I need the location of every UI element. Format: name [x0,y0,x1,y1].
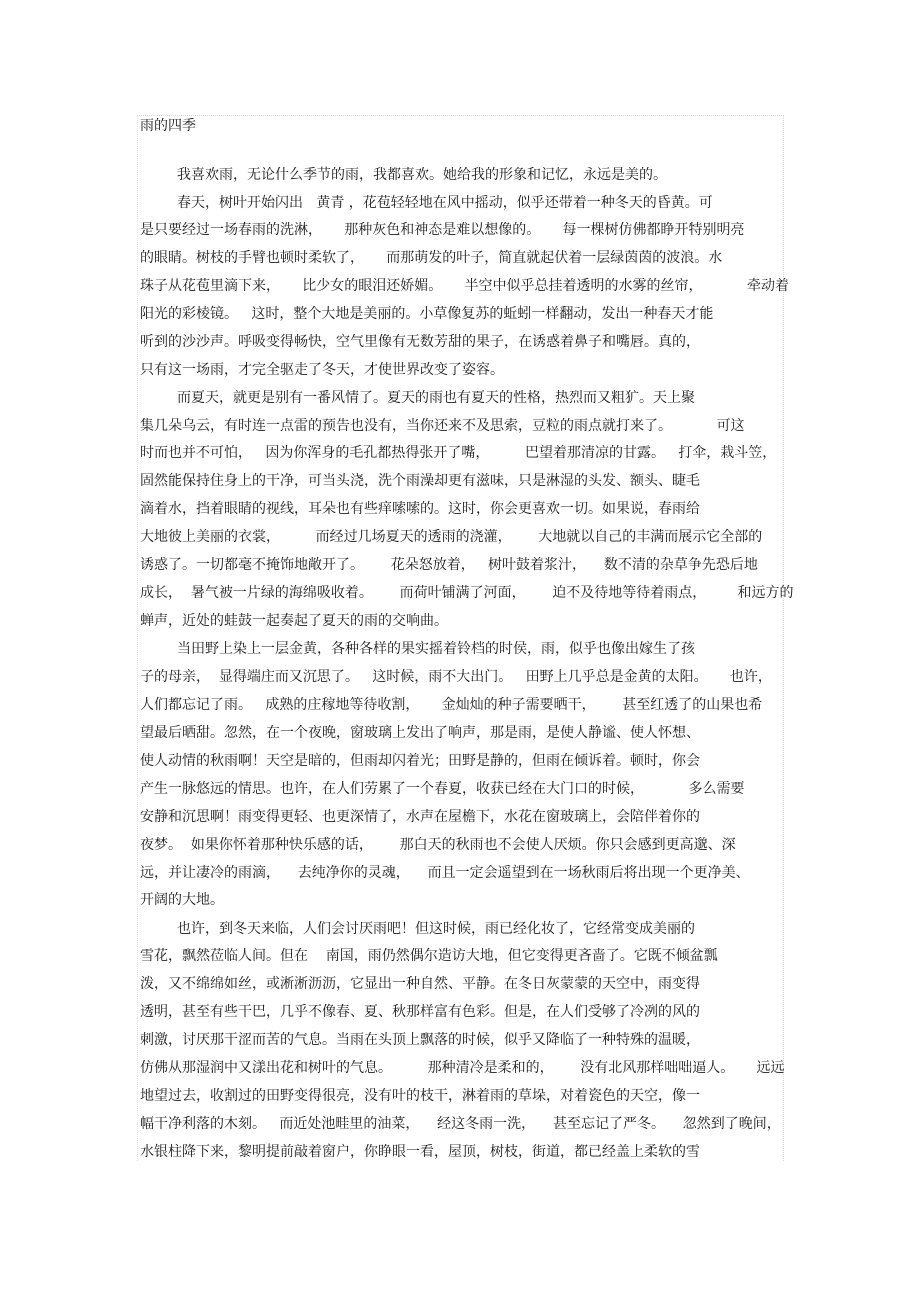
text-line: 春天，树叶开始闪出 黄青 ，花苞轻轻地在风中摇动，似乎还带着一种冬天的昏黄。可 [177,195,713,211]
text-line: 水银柱降下来，黎明提前敲着窗户，你睁眼一看，屋顶，树枝，街道，都已经盖上柔软的雪 [140,1144,700,1160]
text-line: 安静和沉思啊！雨变得更轻、也更深情了，水声在屋檐下，水花在窗玻璃上，会陪伴着你的 [140,809,700,825]
text-line: 当田野上染上一层金黄，各种各样的果实摇着铃档的时侯，雨，似乎也像出嫁生了孩 [177,641,695,657]
text-line: 集几朵乌云，有时连一点雷的预告也没有，当你还来不及思索，豆粒的雨点就打来了。 可这 [140,418,745,434]
text-line: 地望过去，收割过的田野变得很亮，没有叶的枝干，淋着雨的草垛，对着瓷色的天空，像一 [140,1088,700,1104]
text-line: 大地彼上美丽的衣裳， 而经过几场夏天的透雨的浇灌， 大地就以自己的丰满而展示它全部的 [140,529,763,545]
text-line: 产生一脉悠远的情思。也许，在人们劳累了一个春夏，收获已经在大门口的时候， 多么需要 [140,781,745,797]
text-line: 泼，又不绵绵如丝，或淅淅沥沥，它显出一种自然、平静。在冬日灰蒙蒙的天空中，雨变得 [140,976,700,992]
text-line: 蝉声，近处的蛙鼓一起奏起了夏天的雨的交响曲。 [140,613,448,629]
text-line: 幅干净利落的木刻。 而近处池畦里的油菜， 经这冬雨一洗， 甚至忘记了严冬。 忽然到了晚间， [140,1116,781,1132]
text-line: 仿佛从那湿润中又漾出花和树叶的气息。 那种清冷是柔和的， 没有北风那样咄咄逼人。 远远 [140,1060,785,1076]
page-title: 雨的四季 [140,118,196,134]
text-line: 雪花，飘然莅临人间。但在 南国，雨仍然偶尔造访大地，但它变得更吝啬了。它既不倾盆瓢 [140,948,718,964]
text-line: 刺激，讨厌那干涩而苦的气息。当雨在头顶上飘落的时候，似乎又降临了一种特殊的温暖， [140,1032,700,1048]
text-line: 是只要经过一场春雨的洗淋， 那种灰色和神态是难以想像的。 每一棵树仿佛都睁开特别明亮 [140,222,745,238]
text-line: 夜梦。 如果你怀着那种快乐感的话， 那白天的秋雨也不会使人厌烦。你只会感到更高邈、深 [140,837,736,853]
text-line: 滴着水，挡着眼睛的视线，耳朵也有些痒嗦嗦的。这时，你会更喜欢一切。如果说，春雨给 [140,501,700,517]
text-line: 听到的沙沙声。呼吸变得畅快，空气里像有无数芳甜的果子，在诱惑着鼻子和嘴唇。真的， [140,334,700,350]
text-line: 子的母亲， 显得端庄而又沉思了。 这时候，雨不大出门。 田野上几乎总是金黄的太阳。 也许， [140,669,772,685]
text-line: 远，并让凄冷的雨滴， 去纯净你的灵魂， 而且一定会遥望到在一场秋雨后将出现一个更净美、 [140,865,750,881]
text-line: 望最后晒甜。忽然，在一个夜晚，窗玻璃上发出了响声，那是雨，是使人静谧、使人怀想、 [140,725,700,741]
text-line: 而夏天，就更是别有一番风情了。夏天的雨也有夏天的性格，热烈而又粗犷。天上聚 [177,390,695,406]
text-line: 固然能保持住身上的干净，可当头浇，洗个雨澡却更有滋味，只是淋湿的头发、额头、睫毛 [140,473,700,489]
text-line: 时而也并不可怕， 因为你浑身的毛孔都热得张开了嘴， 巴望着那清凉的甘露。 打伞，栽斗笠， [140,445,777,461]
text-line: 开阔的大地。 [140,892,224,908]
text-line: 成长， 暑气被一片绿的海绵吸收着。 而荷叶铺满了河面， 迫不及待地等待着雨点， 和远方的 [140,585,794,601]
text-line: 人们都忘记了雨。 成熟的庄稼地等待收割， 金灿灿的种子需要晒干， 甚至红透了的山果也希 [140,697,763,713]
text-line: 的眼睛。树枝的手臂也顿时柔软了， 而那萌发的叶子，简直就起伏着一层绿茵茵的波浪。水 [140,250,723,266]
text-line: 珠子从花苞里滴下来， 比少女的眼泪还娇媚。 半空中似乎总挂着透明的水雾的丝帘， 牵动着 [140,278,790,294]
text-line: 使人动情的秋雨啊！天空是暗的，但雨却闪着光；田野是静的，但雨在倾诉着。顿时，你会 [140,753,700,769]
text-line: 诱惑了。一切都毫不掩饰地敞开了。 花朵怒放着， 树叶鼓着浆汁， 数不清的杂草争先恐后地 [140,557,758,573]
text-line: 透明，甚至有些干巴，几乎不像春、夏、秋那样富有色彩。但是，在人们受够了冷冽的风的 [140,1004,700,1020]
text-line: 只有这一场雨，才完全驱走了冬天，才使世界改变了姿容。 [140,362,504,378]
text-line: 我喜欢雨，无论什么季节的雨，我都喜欢。她给我的形象和记忆，永远是美的。 [177,167,667,183]
text-line: 阳光的彩棱镜。 这时，整个大地是美丽的。小草像复苏的蚯蚓一样翻动，发出一种春天才能 [140,306,714,322]
text-line: 也许，到冬天来临，人们会讨厌雨吧！但这时候，雨已经化妆了，它经常变成美丽的 [177,921,695,937]
